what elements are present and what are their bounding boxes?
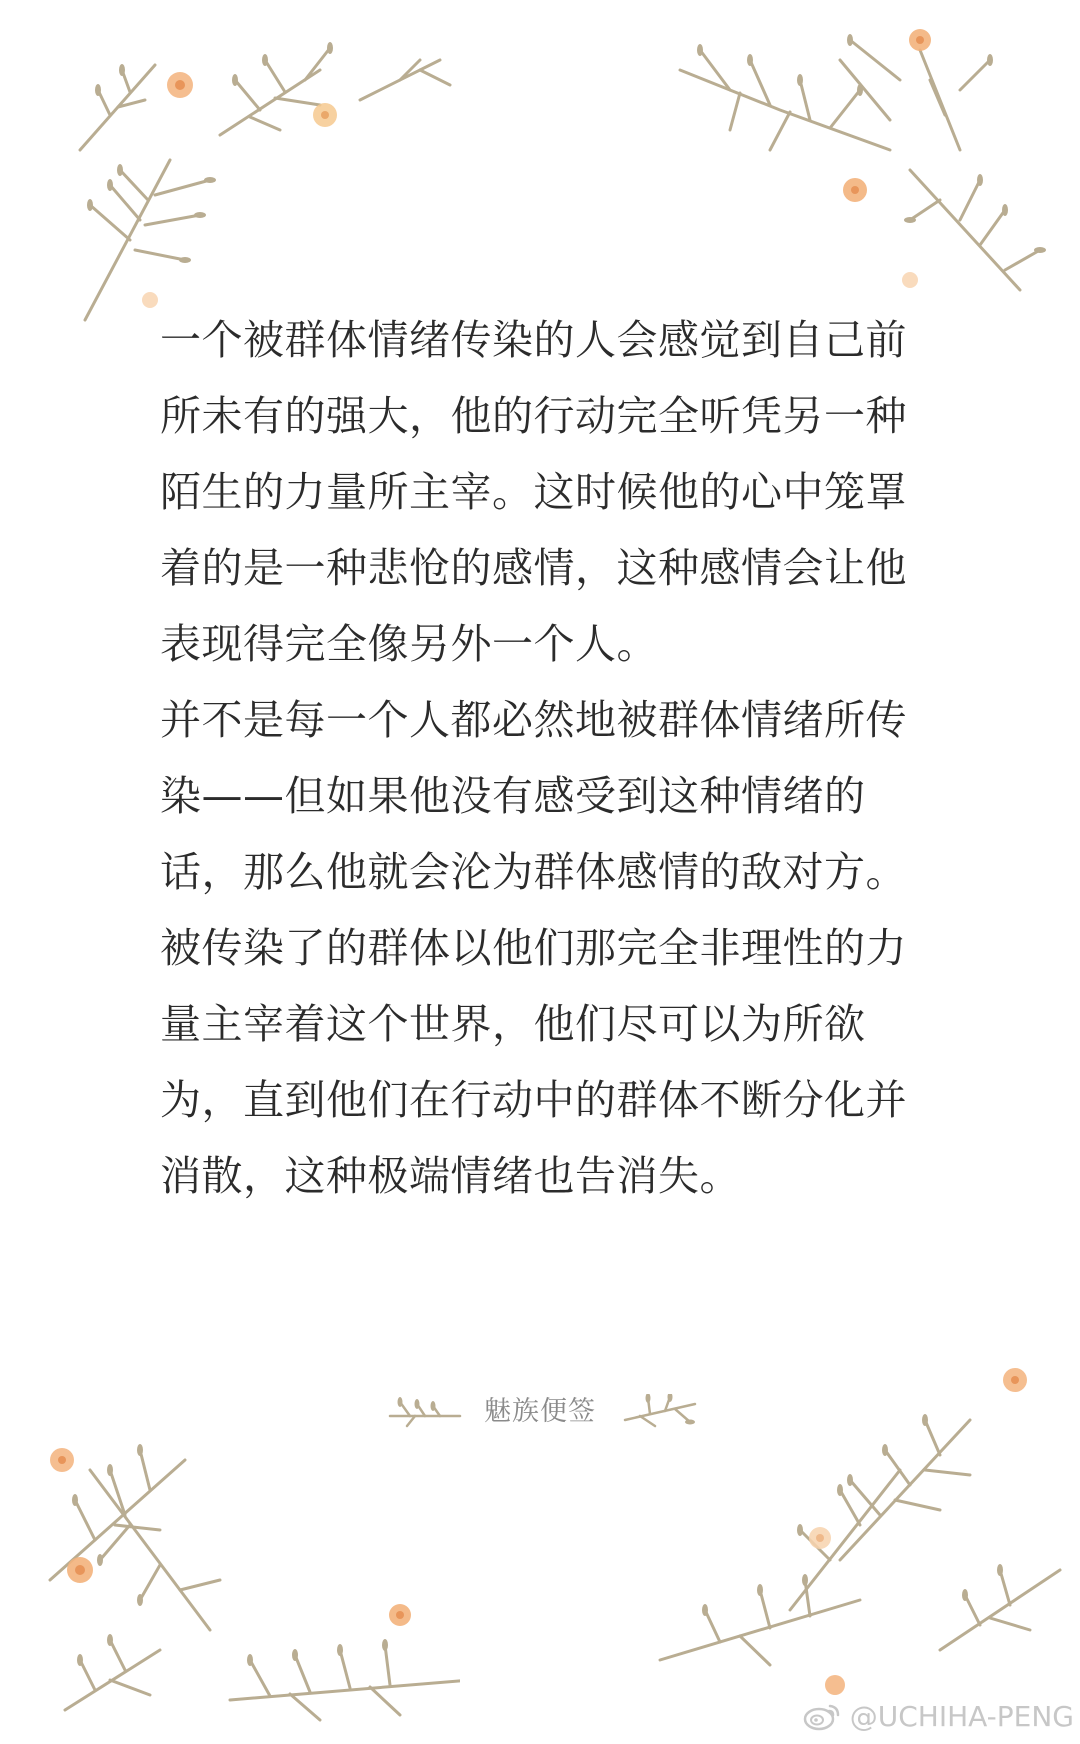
note-paragraph: 并不是每一个人都必然地被群体情绪所传染——但如果他没有感受到这种情绪的话，那么他就会沦为群体感情的敌对方。被传染了的群体以他们那完全非理性的力量主宰着这个世界，他们尽可以为所欲为，直到他们在行动中的群体不断分化并消散，这种极端情绪也告消失。 [160,696,907,1200]
brand-label: 魅族便签 [484,1396,596,1427]
watermark [802,1696,1074,1736]
note-paragraph: 一个被群体情绪传染的人会感觉到自己前所未有的强大，他的行动完全听凭另一种陌生的力量所主宰。这时候他的心中笼罩着的是一种悲怆的感情，这种感情会让他表现得完全像另外一个人。 [160,316,907,668]
branch-decoration-top-left [60,30,480,330]
weibo-icon [802,1700,842,1732]
branch-decoration-bottom-right [640,1360,1080,1700]
branch-decoration-top-right [660,20,1080,340]
note-body [160,302,930,1214]
watermark-text: @UCHIHA-PENG [849,1699,1074,1733]
branch-decoration-bottom-left [40,1430,460,1740]
